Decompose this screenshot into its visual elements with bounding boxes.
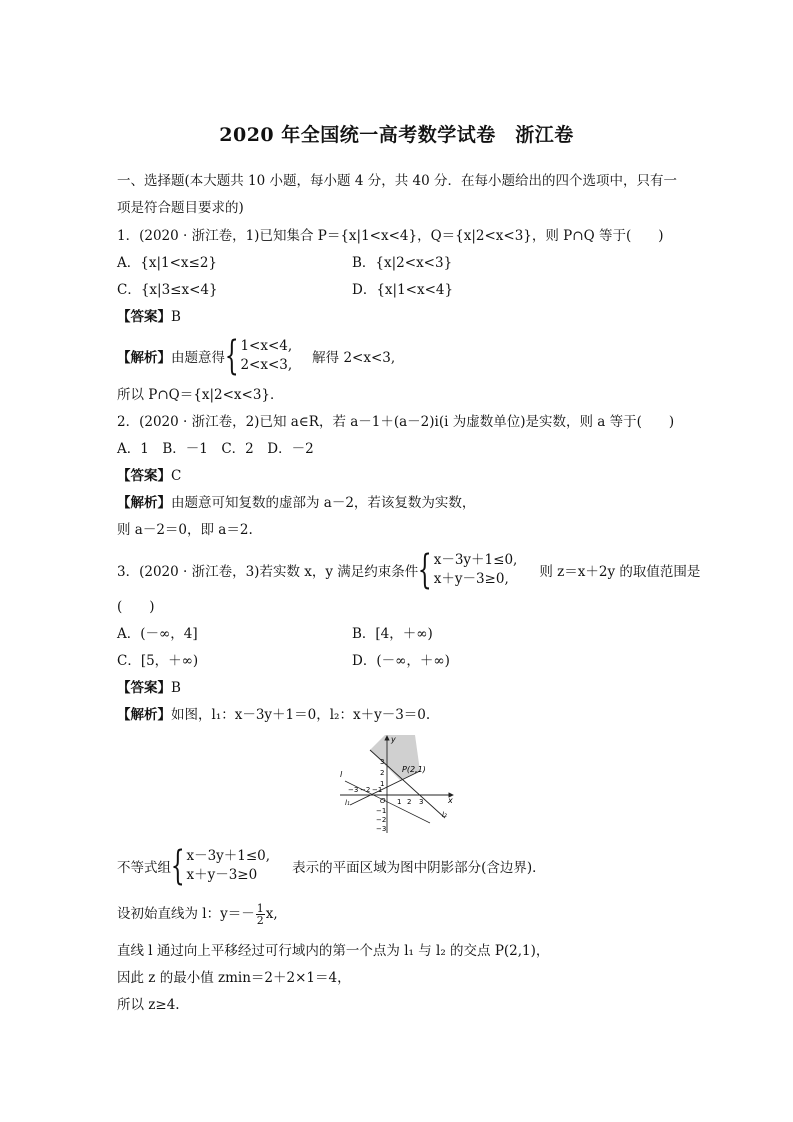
q1-option-a: A．{x|1<x≤2} (117, 255, 218, 271)
origin-label: O (380, 797, 386, 805)
answer-value: B (171, 680, 181, 696)
y-tick-1: 1 (380, 780, 385, 788)
system-line-2: 2<x<3, (240, 357, 293, 373)
q1-analysis (117, 333, 396, 379)
y-tick-neg1: −1 (376, 807, 387, 815)
q3-stem-tail: 则 z＝x＋2y 的取值范围是 (539, 564, 701, 580)
constraint-2: x＋y－3≥0, (433, 571, 509, 587)
analysis-lead: 由题意得 (171, 350, 225, 366)
y-axis-label: y (391, 735, 396, 744)
x-tick-neg3: −3 (348, 786, 359, 794)
constraint-1: x－3y＋1≤0, (433, 552, 518, 568)
x-axis-label: x (448, 796, 453, 805)
initial-line-tail: x, (265, 906, 278, 922)
inequality-1: x－3y＋1≤0, (186, 848, 271, 864)
q3-initial-line (117, 902, 278, 926)
q3-conclusion: 所以 z≥4. (117, 997, 180, 1013)
q3-paren: ( ) (117, 599, 155, 615)
y-tick-neg3: −3 (376, 825, 387, 833)
q2-answer (117, 467, 181, 485)
q1-answer (117, 308, 181, 326)
constraint-system (434, 551, 518, 589)
answer-tag: 【答案】 (117, 680, 171, 696)
analysis-tail: 解得 2<x<3, (312, 350, 396, 366)
q2-stem: 2．(2020 · 浙江卷，2)已知 a∈R，若 a－1＋(a－2)i(i 为虚数单位)是实数，则 a 等于( ) (117, 414, 675, 430)
q3-analysis (117, 706, 430, 724)
page-title: 2020 年全国统一高考数学试卷 浙江卷 (219, 124, 574, 146)
line-l2-label: l₂ (442, 811, 447, 819)
left-brace: { (170, 843, 185, 889)
answer-tag: 【答案】 (117, 309, 171, 325)
q3-answer (117, 679, 181, 697)
q3-minimum: 因此 z 的最小值 zmin＝2＋2×1＝4， (117, 970, 351, 986)
q3-inequality-system (117, 843, 546, 889)
q3-stem (117, 547, 701, 593)
q1-option-c: C．{x|3≤x<4} (117, 282, 218, 298)
section-heading-line2: 项是符合题目要求的) (117, 200, 244, 216)
point-p-label: P(2,1) (402, 765, 426, 774)
system-line-1: 1<x<4, (240, 338, 293, 354)
x-tick-2: 2 (407, 798, 412, 806)
analysis-text: 如图，l₁：x－3y＋1＝0，l₂：x＋y－3＝0. (171, 707, 431, 723)
y-tick-neg2: −2 (376, 816, 387, 824)
q2-conclusion: 则 a－2＝0，即 a＝2. (117, 522, 253, 538)
answer-tag: 【答案】 (117, 468, 171, 484)
x-tick-3: 3 (419, 798, 424, 806)
q3-option-d: D．(－∞，＋∞) (352, 653, 450, 669)
left-brace: { (224, 333, 239, 379)
fraction-one-half (256, 903, 265, 926)
inequality-2: x＋y－3≥0 (186, 867, 258, 883)
q2-options: A．1 B．－1 C．2 D．－2 (117, 441, 314, 457)
analysis-tag: 【解析】 (117, 495, 171, 511)
feasible-region-figure (335, 733, 460, 835)
x-tick-neg2: −2 (360, 786, 371, 794)
q3-option-c: C．[5，＋∞) (117, 653, 199, 669)
q3-shift: 直线 l 通过向上平移经过可行域内的第一个点为 l₁ 与 l₂ 的交点 P(2,1)， (117, 943, 550, 959)
y-tick-3: 3 (380, 758, 385, 766)
q1-option-b: B．{x|2<x<3} (352, 255, 453, 271)
q1-conclusion: 所以 P∩Q＝{x|2<x<3}． (117, 387, 284, 403)
q2-analysis (117, 494, 475, 512)
left-brace: { (417, 547, 432, 593)
q1-option-d: D．{x|1<x<4} (352, 282, 454, 298)
section-heading-line1: 一、选择题(本大题共 10 小题，每小题 4 分，共 40 分．在每小题给出的四个选项中，只有一 (117, 173, 677, 189)
q3-option-a: A．(－∞，4] (117, 626, 198, 642)
analysis-tag: 【解析】 (117, 707, 171, 723)
answer-value: B (171, 309, 181, 325)
y-tick-2: 2 (380, 769, 385, 777)
q3-option-b: B．[4，＋∞) (352, 626, 433, 642)
ineq-lead: 不等式组 (117, 860, 171, 876)
x-tick-neg1: −1 (372, 786, 383, 794)
analysis-text: 由题意可知复数的虚部为 a－2，若该复数为实数， (171, 495, 476, 511)
equation-system (240, 337, 292, 375)
x-tick-1: 1 (397, 798, 402, 806)
analysis-tag: 【解析】 (117, 350, 171, 366)
inequality-lines (186, 847, 270, 885)
answer-value: C (171, 468, 182, 484)
fraction-numerator: 1 (256, 902, 264, 915)
q1-stem: 1．(2020 · 浙江卷，1)已知集合 P＝{x|1<x<4}，Q＝{x|2<x<3}，则 P∩Q 等于( ) (117, 228, 664, 244)
q3-stem-lead: 3．(2020 · 浙江卷，3)若实数 x，y 满足约束条件 (117, 564, 419, 580)
fraction-denominator: 2 (256, 914, 264, 927)
line-l-label: l (340, 770, 343, 779)
ineq-tail: 表示的平面区域为图中阴影部分(含边界)． (292, 860, 546, 876)
initial-line-lead: 设初始直线为 l：y＝－ (117, 906, 255, 922)
line-l1-label: l₁ (345, 799, 350, 807)
